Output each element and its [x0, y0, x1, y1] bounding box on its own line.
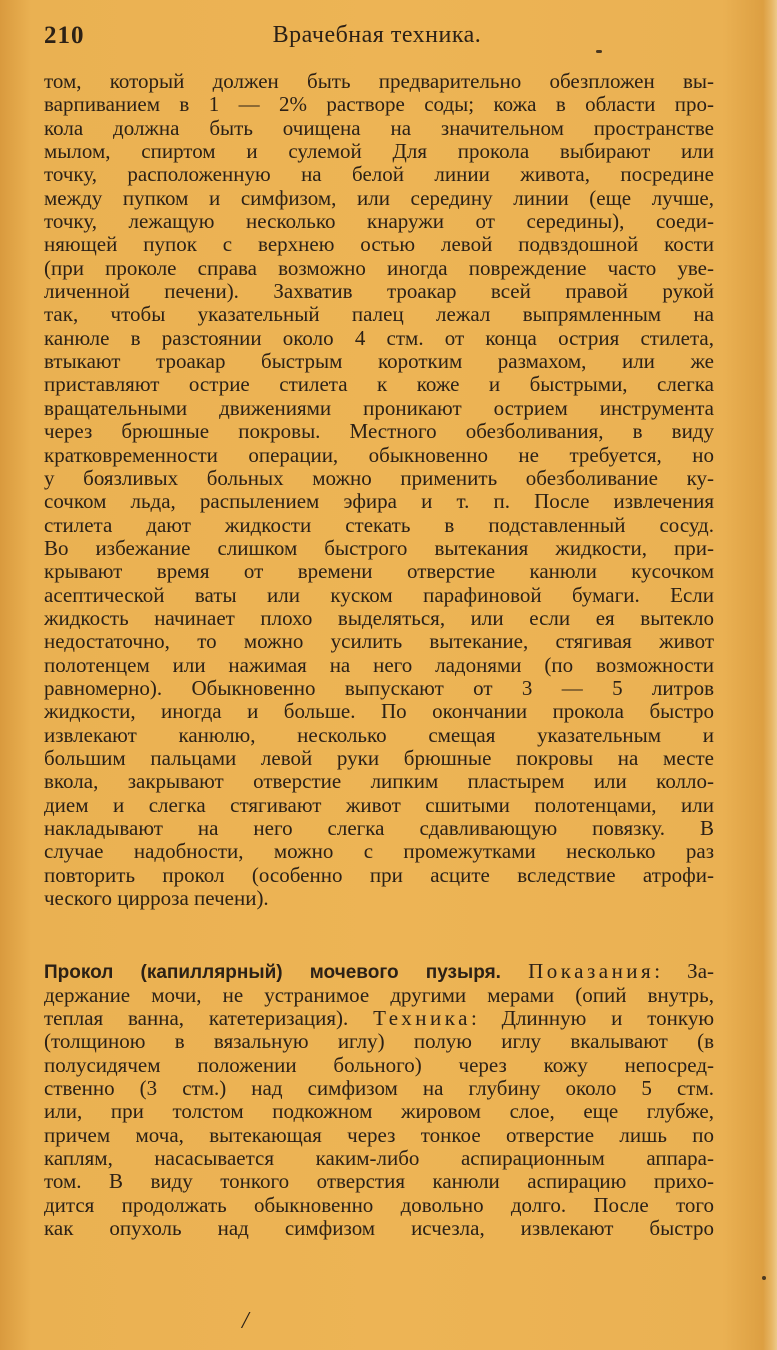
page-edge-shadow — [763, 0, 777, 1350]
text-line: повторить прокол (особенно при асците вследствие атрофи- — [44, 863, 714, 887]
text-line: том, который должен быть предварительно обезпложен вы- — [44, 70, 714, 93]
text-line: причем моча, вытекающая через тонкое отверстие лишь по — [44, 1123, 714, 1147]
text-line — [44, 1007, 714, 1030]
text-line: извлекают канюлю, несколько смещая указательным и — [44, 723, 714, 747]
section-heading: Прокол (капиллярный) мочевого пузыря. — [44, 962, 501, 984]
text-line: дием и слегка стягивают живот сшитыми полотенцами, или — [44, 793, 714, 817]
page-number: 210 — [44, 22, 85, 49]
technique-rest: : Длинную и тонкую — [470, 1007, 714, 1031]
text-line: втыкают троакар быстрым коротким размахом, или же — [44, 350, 714, 374]
text-line: кола должна быть очищена на значительном пространстве — [44, 116, 714, 140]
text-line: асептической ваты или куском парафиновой бумаги. Если — [44, 583, 714, 607]
text-line: держание мочи, не устранимое другими мерами (опий внутрь, — [44, 983, 714, 1007]
text-line: том. В виду тонкого отверстия канюли аспирацию прихо- — [44, 1170, 714, 1194]
text-line: няющей пупок с верхнею остью левой подвздошной кости — [44, 233, 714, 257]
text-line: полотенцем или нажимая на него ладонями (по возможности — [44, 653, 714, 677]
text-line: жидкость начинает плохо выделяться, или если ея вытекло — [44, 606, 714, 630]
text-line: недостаточно, то можно усилить вытекание, стягивая живот — [44, 630, 714, 654]
text-line — [44, 960, 714, 983]
footer-mark: / — [242, 1308, 249, 1334]
text-line: ческого цирроза печени). — [44, 887, 269, 911]
text-line: крывают время от времени отверстие канюли кусочком — [44, 560, 714, 584]
text-line: канюле в разстоянии около 4 стм. от конца острия стилета, — [44, 326, 714, 350]
running-head — [42, 20, 712, 54]
text-line: жидкости, иногда и больше. По окончании прокола быстро — [44, 700, 714, 724]
paragraph-bladder-puncture — [44, 960, 714, 1240]
text-line: так, чтобы указательный палец лежал выпрямленным на — [44, 303, 714, 327]
paragraph-paracentesis — [44, 70, 714, 910]
running-title: Врачебная техника. — [272, 22, 482, 48]
text-line: или, при толстом подкожном жировом слое, еще глубже, — [44, 1100, 714, 1124]
text-line: кратковременности операции, обыкновенно не требуется, но — [44, 443, 714, 467]
text-line: равномерно). Обыкновенно выпускают от 3 — 5 литров — [44, 676, 714, 700]
text-line: между пупком и симфизом, или середину линии (еще лучше, — [44, 186, 714, 210]
body-text — [44, 70, 714, 1241]
text-line: точку, лежащую несколько кнаружи от середины), соеди- — [44, 210, 714, 234]
text-line: (толщиною в вязальную иглу) полую иглу вкалывают (в — [44, 1030, 714, 1054]
text-line: Во избежание слишком быстрого вытекания жидкости, при- — [44, 536, 714, 560]
text-line: (при проколе справа возможно иногда повреждение часто уве- — [44, 256, 714, 280]
text-line: сочком льда, распылением эфира и т. п. После извлечения — [44, 490, 714, 514]
ink-speck — [762, 1276, 766, 1280]
text-line: стилета дают жидкости стекать в подставленный сосуд. — [44, 513, 714, 537]
text-line: варпиванием в 1 — 2% растворе соды; кожа в области про- — [44, 93, 714, 117]
indications-rest: : За- — [654, 960, 714, 984]
text-line: накладывают на него слегка сдавливающую повязку. В — [44, 817, 714, 840]
text-line: мылом, спиртом и сулемой Для прокола выбирают или — [44, 140, 714, 164]
ink-speck — [596, 50, 602, 53]
text-line: полусидячем положении больного) через кожу непосред- — [44, 1053, 714, 1077]
text-fragment: теплая ванна, катетеризация). — [44, 1007, 349, 1031]
text-line: вкола, закрывают отверстие липким пластырем или колло- — [44, 770, 714, 794]
text-line: у боязливых больных можно применить обезболивание ку- — [44, 466, 714, 490]
text-line: большим пальцами левой руки брюшные покровы на месте — [44, 746, 714, 770]
technique-label: Техника — [373, 1007, 471, 1031]
text-line: через брюшные покровы. Местного обезболивания, в виду — [44, 420, 714, 444]
text-line: как опухоль над симфизом исчезла, извлекают быстро — [44, 1217, 714, 1241]
text-line: каплям, насасывается каким-либо аспирационным аппара- — [44, 1147, 714, 1171]
text-line: приставляют острие стилета к коже и быстрыми, слегка — [44, 373, 714, 397]
paragraph-gap — [44, 910, 714, 960]
text-line: дится продолжать обыкновенно довольно долго. После того — [44, 1193, 714, 1217]
indications-label: Показания — [528, 960, 655, 984]
text-line: ственно (3 стм.) над симфизом на глубину около 5 стм. — [44, 1077, 714, 1101]
text-line: случае надобности, можно с промежутками несколько раз — [44, 840, 714, 864]
text-line: личенной печени). Захватив троакар всей правой рукой — [44, 280, 714, 304]
text-line: вращательными движениями проникают острием инструмента — [44, 396, 714, 420]
text-line: точку, расположенную на белой линии живота, посредине — [44, 163, 714, 187]
